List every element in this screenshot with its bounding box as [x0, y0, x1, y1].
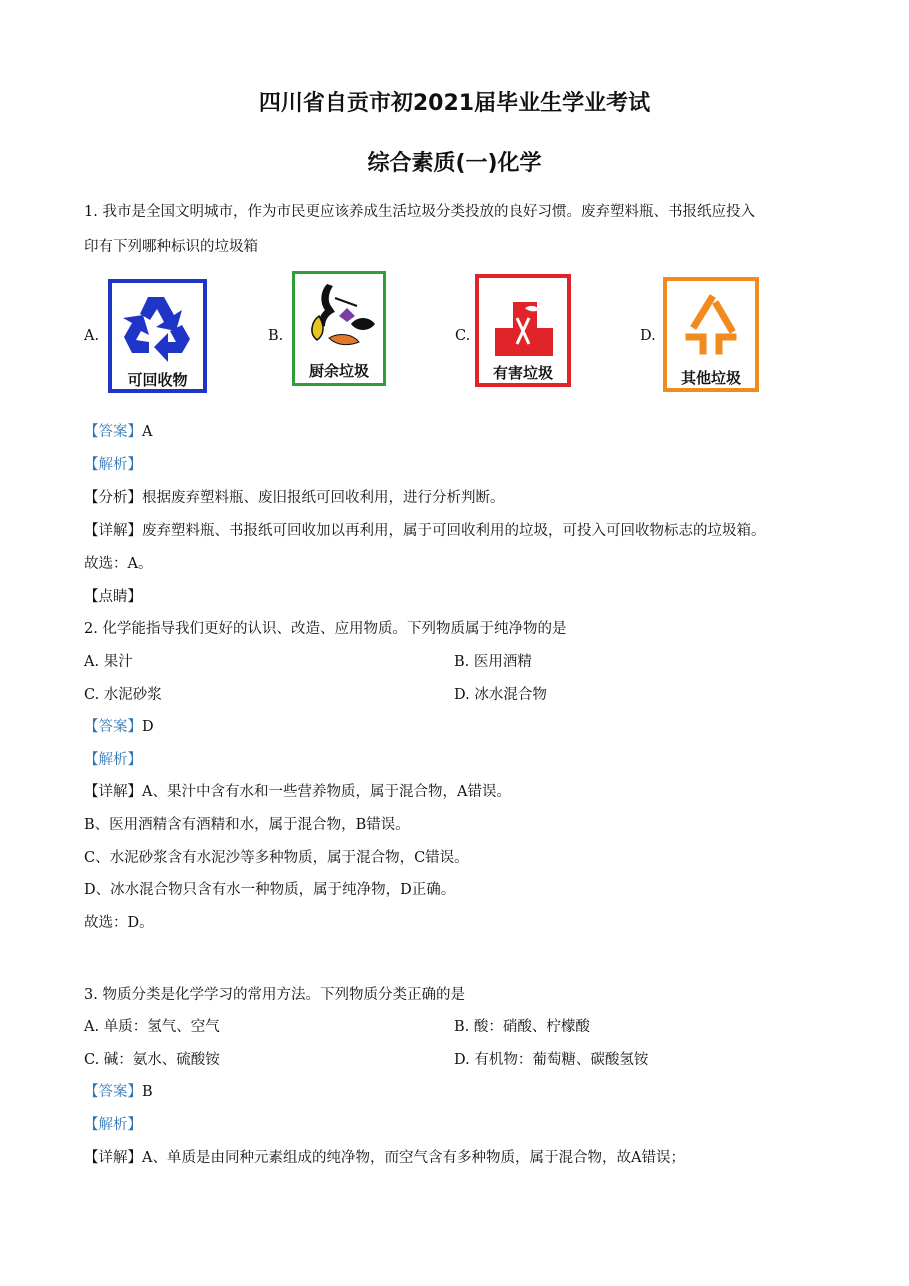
- hazardous-icon: [479, 282, 567, 362]
- q2-detail-2: B、医用酒精含有酒精和水，属于混合物，B错误。: [84, 817, 410, 833]
- q1-answer-tag: 【答案】: [84, 424, 142, 440]
- other-waste-bin: [663, 277, 759, 392]
- q2-detail-3: C、水泥砂浆含有水泥沙等多种物质，属于混合物，C错误。: [84, 850, 469, 866]
- q2-analysis-tag: 【解析】: [84, 752, 142, 768]
- q2-option-b: B. 医用酒精: [454, 654, 532, 670]
- food-waste-bin: [292, 271, 386, 386]
- q3-option-c: C. 碱：氨水、硫酸铵: [84, 1052, 220, 1068]
- q2-detail-1: 【详解】A、果汁中含有水和一些营养物质，属于混合物，A错误。: [84, 784, 511, 800]
- q3-detail-1: 【详解】A、单质是由同种元素组成的纯净物，而空气含有多种物质，属于混合物，故A错误；: [84, 1150, 685, 1166]
- other-waste-label: 其他垃圾: [680, 369, 741, 387]
- q1-option-d-letter: D.: [640, 328, 656, 344]
- page-title: 四川省自贡市初2021届毕业生学业考试: [258, 91, 651, 116]
- q3-answer-value: B: [142, 1084, 153, 1100]
- q1-conclusion: 故选：A。: [84, 556, 153, 572]
- other-waste-icon: [667, 285, 755, 365]
- q1-answer: [84, 420, 152, 441]
- q2-detail-4: D、冰水混合物只含有水一种物质，属于纯净物，D正确。: [84, 882, 456, 898]
- q2-option-c: C. 水泥砂浆: [84, 687, 162, 703]
- q1-stem-line1: 1. 我市是全国文明城市，作为市民更应该养成生活垃圾分类投放的良好习惯。废弃塑料瓶、书报纸应投入: [84, 204, 755, 220]
- recycle-icon: [112, 287, 203, 367]
- q2-option-d: D. 冰水混合物: [454, 687, 547, 703]
- q2-option-a: A. 果汁: [84, 654, 133, 670]
- q2-stem: 2. 化学能指导我们更好的认识、改造、应用物质。下列物质属于纯净物的是: [84, 621, 567, 637]
- hazardous-label: 有害垃圾: [492, 364, 553, 382]
- q3-option-d: D. 有机物：葡萄糖、碳酸氢铵: [454, 1052, 649, 1068]
- recyclable-bin: [108, 279, 207, 393]
- food-waste-icon: [295, 276, 383, 356]
- food-waste-label: 厨余垃圾: [308, 362, 369, 380]
- q1-analysis-tag: 【解析】: [84, 457, 142, 473]
- recyclable-label: 可回收物: [127, 371, 188, 389]
- q1-answer-value: A: [142, 424, 153, 440]
- q2-answer-value: D: [142, 719, 154, 735]
- q1-dianjing: 【点睛】: [84, 589, 142, 605]
- q2-answer: [84, 715, 154, 736]
- q3-analysis-tag: 【解析】: [84, 1117, 142, 1133]
- q3-option-b: B. 酸：硝酸、柠檬酸: [454, 1019, 590, 1035]
- q2-conclusion: 故选：D。: [84, 915, 154, 931]
- q1-fenxi: 【分析】根据废弃塑料瓶、废旧报纸可回收利用，进行分析判断。: [84, 490, 505, 506]
- q1-xiangjie: 【详解】废弃塑料瓶、书报纸可回收加以再利用，属于可回收利用的垃圾，可投入可回收物标志的垃圾箱。: [84, 523, 766, 539]
- page-subtitle: 综合素质(一)化学: [367, 151, 542, 176]
- q3-option-a: A. 单质：氢气、空气: [84, 1019, 220, 1035]
- q3-stem: 3. 物质分类是化学学习的常用方法。下列物质分类正确的是: [84, 987, 465, 1003]
- q3-answer-tag: 【答案】: [84, 1084, 142, 1100]
- q1-stem-line2: 印有下列哪种标识的垃圾箱: [84, 239, 258, 255]
- q2-answer-tag: 【答案】: [84, 719, 142, 735]
- q1-option-c-letter: C.: [455, 328, 471, 344]
- q3-answer: [84, 1080, 153, 1101]
- q1-option-b-letter: B.: [268, 328, 284, 344]
- hazardous-bin: [475, 274, 571, 387]
- q1-option-a-letter: A.: [84, 328, 100, 344]
